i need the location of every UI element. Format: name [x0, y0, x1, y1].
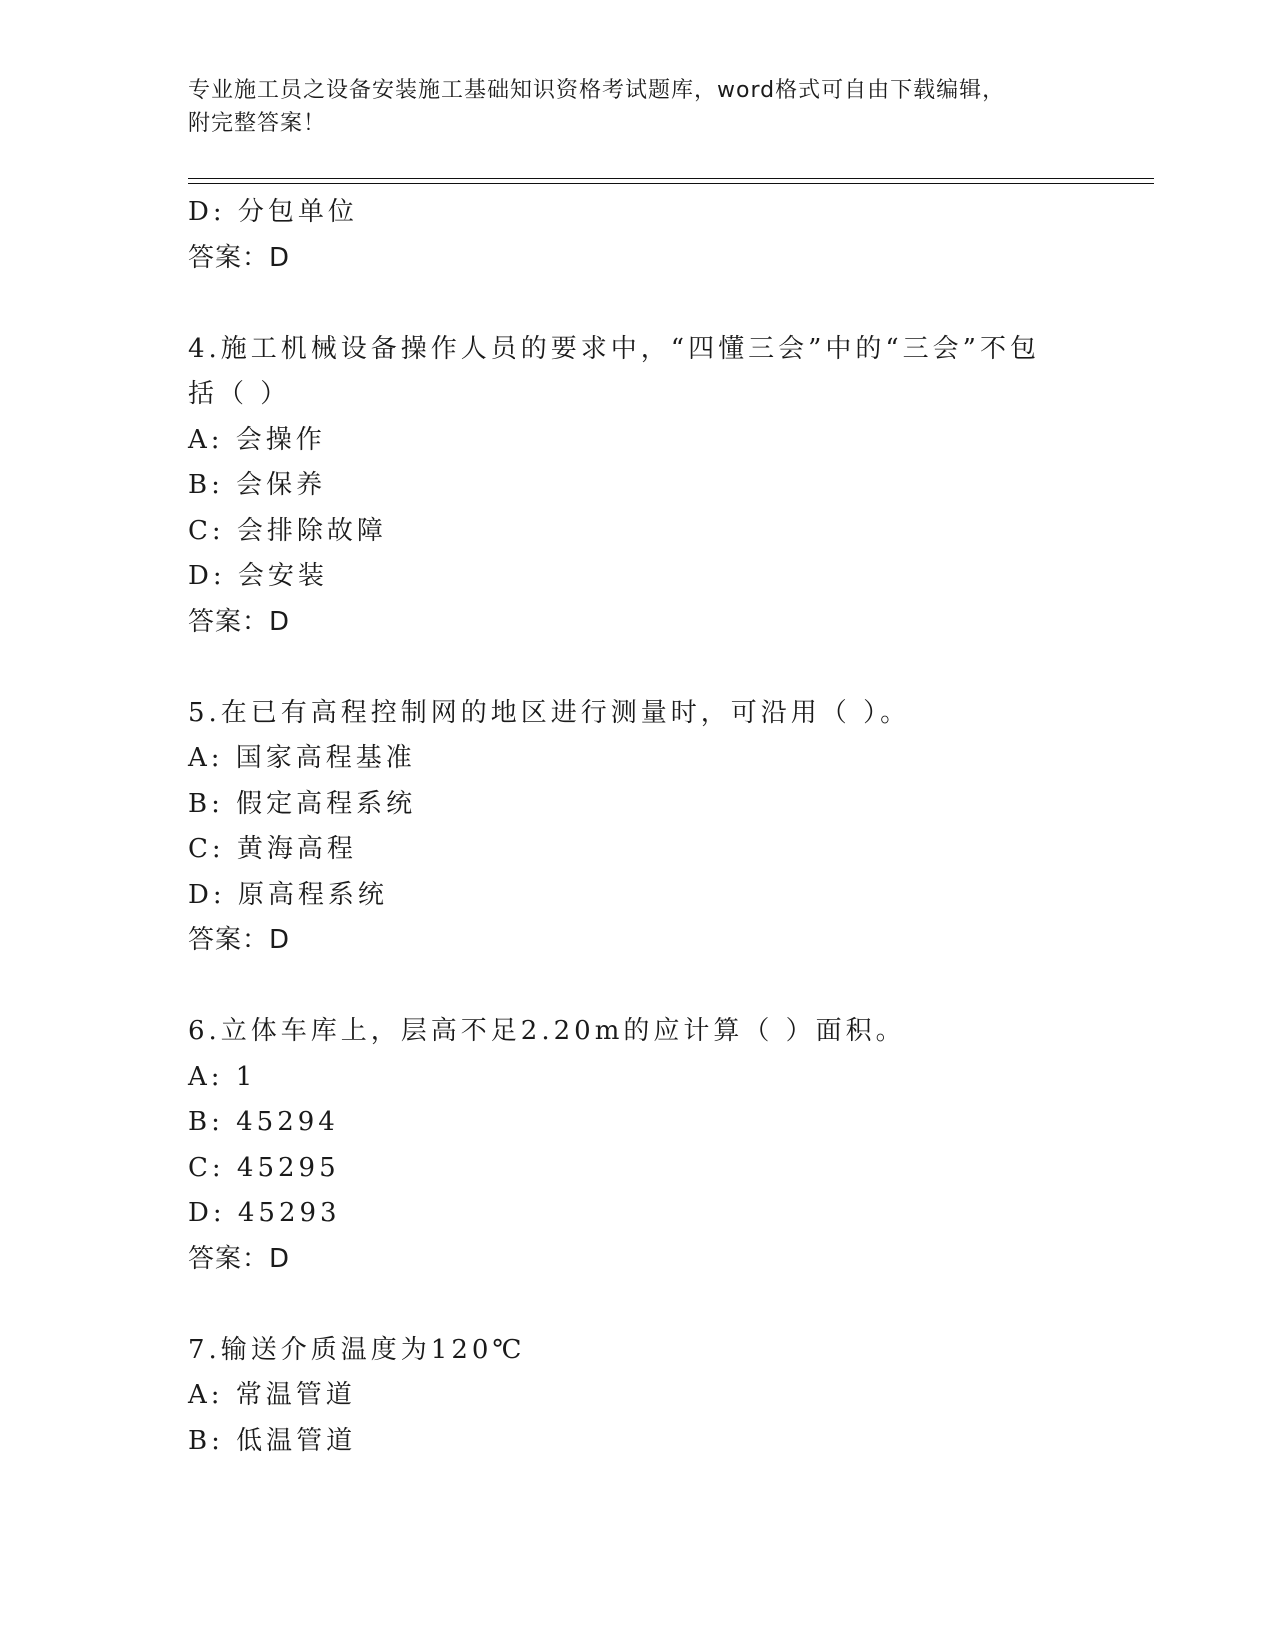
header-rule-top [188, 178, 1154, 179]
option-c: C: 黄海高程 [188, 834, 357, 864]
question-stem: 5.在已有高程控制网的地区进行测量时，可沿用（ ）。 [188, 697, 911, 728]
option-a: A: 会操作 [188, 424, 326, 455]
answer: 答案：D [188, 925, 291, 955]
option-c: C: 45295 [188, 1152, 340, 1183]
question-stem: 括（ ） [188, 379, 291, 409]
question-stem: 6.立体车库上，层高不足2.20m的应计算（ ）面积。 [188, 1016, 906, 1046]
option-a: A: 1 [188, 1061, 257, 1092]
answer: 答案：D [188, 606, 291, 637]
option-b: B: 会保养 [188, 470, 327, 500]
header-rule-bottom [188, 183, 1154, 184]
option-d: D: 会安装 [188, 561, 328, 591]
answer: 答案：D [188, 1243, 291, 1274]
option-a: A: 国家高程基准 [188, 743, 416, 773]
option-d: D: 45293 [188, 1198, 341, 1228]
question-stem: 4.施工机械设备操作人员的要求中，“四懂三会”中的“三会”不包 [188, 333, 1040, 364]
option-b: B: 45294 [188, 1107, 339, 1137]
option-b: B: 假定高程系统 [188, 788, 417, 819]
header-line-1: 专业施工员之设备安装施工基础知识资格考试题库，word格式可自由下载编辑， [188, 78, 1006, 103]
option-d: D: 原高程系统 [188, 879, 388, 910]
spacer [188, 964, 1088, 1010]
spacer [188, 1282, 1088, 1328]
question-content [188, 190, 1088, 1464]
spacer [188, 281, 1088, 327]
answer: 答案：D [188, 242, 291, 273]
header-line-2: 附完整答案！ [188, 111, 327, 136]
option-b: B: 低温管道 [188, 1425, 357, 1456]
question-stem: 7.输送介质温度为120℃ [188, 1334, 526, 1365]
option-d: D: 分包单位 [188, 197, 358, 227]
spacer [188, 645, 1088, 691]
option-c: C: 会排除故障 [188, 515, 387, 546]
option-a: A: 常温管道 [188, 1380, 356, 1410]
document-header [188, 74, 1088, 140]
